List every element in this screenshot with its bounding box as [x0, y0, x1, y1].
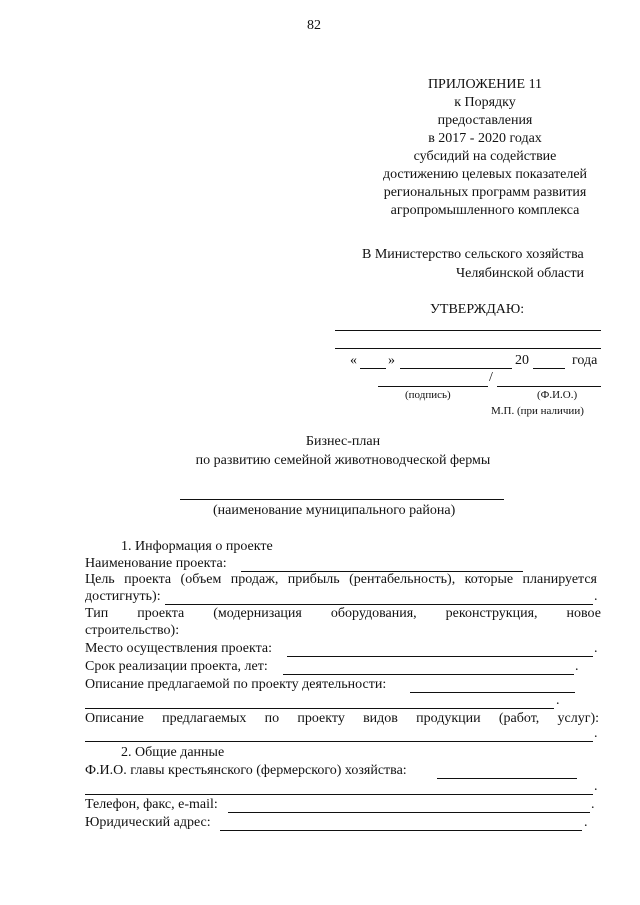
approve-title: УТВЕРЖДАЮ:: [430, 302, 525, 317]
term-dot: .: [575, 659, 579, 674]
products-word: предлагаемых: [162, 711, 247, 726]
activity-label: Описание предлагаемой по проекту деятельности:: [85, 677, 387, 692]
appendix-line: достижению целевых показателей: [382, 167, 588, 182]
project-name-label: Наименование проекта:: [85, 556, 227, 571]
date-year-field[interactable]: [533, 368, 565, 369]
date-year-prefix: 20: [515, 353, 529, 368]
term-field[interactable]: [283, 674, 574, 675]
location-dot: .: [594, 641, 598, 656]
date-year-suffix: года: [572, 353, 598, 368]
type-label-2: строительство):: [85, 623, 180, 638]
products-field[interactable]: [85, 741, 593, 742]
type-word: оборудования,: [330, 606, 417, 621]
products-word: по: [264, 711, 280, 726]
goal-label-2: достигнуть):: [85, 589, 161, 604]
plan-title: Бизнес-план: [305, 434, 381, 449]
products-word: Описание: [85, 711, 144, 726]
addressee-line-2: Челябинской области: [456, 266, 584, 281]
head-name-dot: .: [594, 779, 598, 794]
products-word: продукции: [416, 711, 481, 726]
date-close-quote: »: [388, 353, 395, 368]
phone-label: Телефон, факс, e-mail:: [85, 797, 218, 812]
type-label: [85, 606, 601, 622]
location-label: Место осуществления проекта:: [85, 641, 272, 656]
appendix-line: субсидий на содействие: [413, 149, 557, 164]
goal-label: Цель проекта (объем продаж, прибыль (рентабельность), которые планируется: [85, 572, 597, 587]
fio-caption: (Ф.И.О.): [537, 389, 578, 401]
type-word: реконструкция,: [445, 606, 538, 621]
head-name-label: Ф.И.О. главы крестьянского (фермерского) хозяйства:: [85, 763, 407, 778]
type-word: Тип: [85, 606, 109, 621]
approve-line-1[interactable]: [335, 330, 601, 331]
activity-field[interactable]: [410, 692, 575, 693]
address-label: Юридический адрес:: [85, 815, 211, 830]
section-1-heading: 1. Информация о проекте: [121, 539, 273, 554]
phone-dot: .: [591, 797, 595, 812]
appendix-title: ПРИЛОЖЕНИЕ 11: [427, 77, 543, 92]
products-word: видов: [363, 711, 398, 726]
appendix-line: в 2017 - 2020 годах: [428, 131, 542, 146]
activity-dot: .: [556, 693, 560, 708]
date-month-field[interactable]: [400, 368, 512, 369]
signature-caption: (подпись): [405, 389, 451, 401]
date-day-field[interactable]: [360, 368, 386, 369]
addressee-line-1: В Министерство сельского хозяйства: [362, 247, 584, 262]
section-2-heading: 2. Общие данные: [121, 745, 225, 760]
appendix-line: к Порядку: [454, 95, 516, 110]
plan-subtitle: по развитию семейной животноводческой фермы: [195, 453, 491, 468]
appendix-block: [360, 76, 610, 220]
district-caption: (наименование муниципального района): [213, 503, 456, 518]
head-name-field[interactable]: [437, 778, 577, 779]
activity-field-2[interactable]: [85, 708, 554, 709]
district-field[interactable]: [180, 499, 504, 500]
head-name-field-2[interactable]: [85, 794, 593, 795]
products-dot: .: [594, 726, 598, 741]
page-number: 82: [307, 18, 321, 33]
address-dot: .: [584, 815, 588, 830]
approve-line-2[interactable]: [335, 348, 601, 349]
appendix-line: агропромышленного комплекса: [390, 203, 580, 218]
location-field[interactable]: [287, 656, 593, 657]
products-word: проекту: [297, 711, 345, 726]
products-label: [85, 711, 599, 727]
appendix-line: предоставления: [437, 113, 533, 128]
phone-field[interactable]: [228, 812, 590, 813]
seal-caption: М.П. (при наличии): [491, 405, 584, 417]
products-word: услуг):: [557, 711, 599, 726]
goal-dot: .: [594, 589, 598, 604]
type-word: проекта: [137, 606, 185, 621]
products-word: (работ,: [498, 711, 540, 726]
goal-field[interactable]: [165, 604, 593, 605]
type-word: (модернизация: [213, 606, 302, 621]
type-word: новое: [566, 606, 601, 621]
signature-slash: /: [489, 370, 493, 385]
appendix-line: региональных программ развития: [383, 185, 587, 200]
term-label: Срок реализации проекта, лет:: [85, 659, 268, 674]
address-field[interactable]: [220, 830, 582, 831]
date-open-quote: «: [350, 353, 357, 368]
